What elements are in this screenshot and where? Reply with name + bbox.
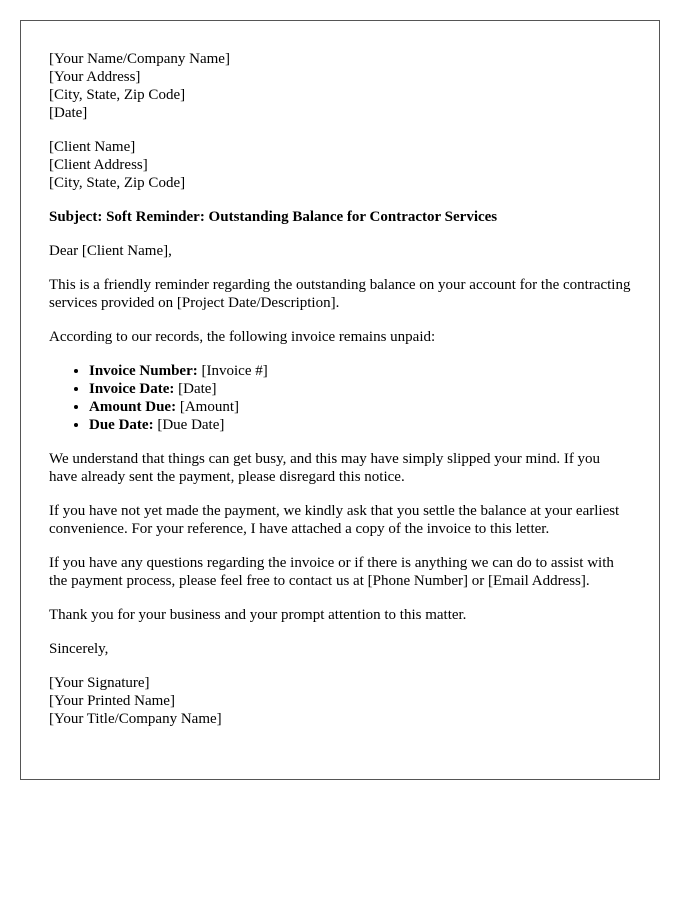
closing: Sincerely, xyxy=(49,641,109,657)
records-paragraph: According to our records, the following invoice remains unpaid: xyxy=(49,329,436,345)
subject-line: Subject: Soft Reminder: Outstanding Balance for Contractor Services xyxy=(49,209,498,225)
salutation: Dear [Client Name], xyxy=(49,243,172,259)
invoice-date-value: [Date] xyxy=(174,381,217,397)
list-item xyxy=(89,398,631,416)
recipient-address: [Client Address] xyxy=(49,157,148,173)
invoice-number-label: Invoice Number: xyxy=(89,363,198,379)
letter xyxy=(20,20,660,780)
amount-due-value: [Amount] xyxy=(176,399,240,415)
sender-name: [Your Name/Company Name] xyxy=(49,51,230,67)
due-date-label: Due Date: xyxy=(89,417,154,433)
signature-block xyxy=(49,674,631,728)
invoice-number-value: [Invoice #] xyxy=(197,363,268,379)
questions-paragraph: If you have any questions regarding the invoice or if there is anything we can do to assist with the payment process, please feel free to contact us at [Phone Number] or [Email Address]. xyxy=(49,555,614,589)
invoice-date-label: Invoice Date: xyxy=(89,381,175,397)
sender-block xyxy=(49,50,631,122)
signer-title: [Your Title/Company Name] xyxy=(49,711,222,727)
recipient-name: [Client Name] xyxy=(49,139,136,155)
letter-date: [Date] xyxy=(49,105,88,121)
sender-city: [City, State, Zip Code] xyxy=(49,87,186,103)
invoice-list xyxy=(49,362,631,434)
printed-name: [Your Printed Name] xyxy=(49,693,175,709)
due-date-value: [Due Date] xyxy=(153,417,225,433)
list-item xyxy=(89,362,631,380)
understand-paragraph: We understand that things can get busy, and this may have simply slipped your mind. If you have already sent the payment, please disregard this notice. xyxy=(49,451,601,485)
intro-paragraph: This is a friendly reminder regarding the outstanding balance on your account for the contracting services provided on [Project Date/Description]. xyxy=(49,277,631,311)
recipient-city: [City, State, Zip Code] xyxy=(49,175,186,191)
signature: [Your Signature] xyxy=(49,675,150,691)
sender-address: [Your Address] xyxy=(49,69,141,85)
amount-due-label: Amount Due: xyxy=(89,399,177,415)
recipient-block xyxy=(49,138,631,192)
list-item xyxy=(89,380,631,398)
request-paragraph: If you have not yet made the payment, we kindly ask that you settle the balance at your earliest convenience. For your reference, I have attached a copy of the invoice to this letter. xyxy=(49,503,620,537)
thanks-paragraph: Thank you for your business and your prompt attention to this matter. xyxy=(49,607,467,623)
list-item xyxy=(89,416,631,434)
